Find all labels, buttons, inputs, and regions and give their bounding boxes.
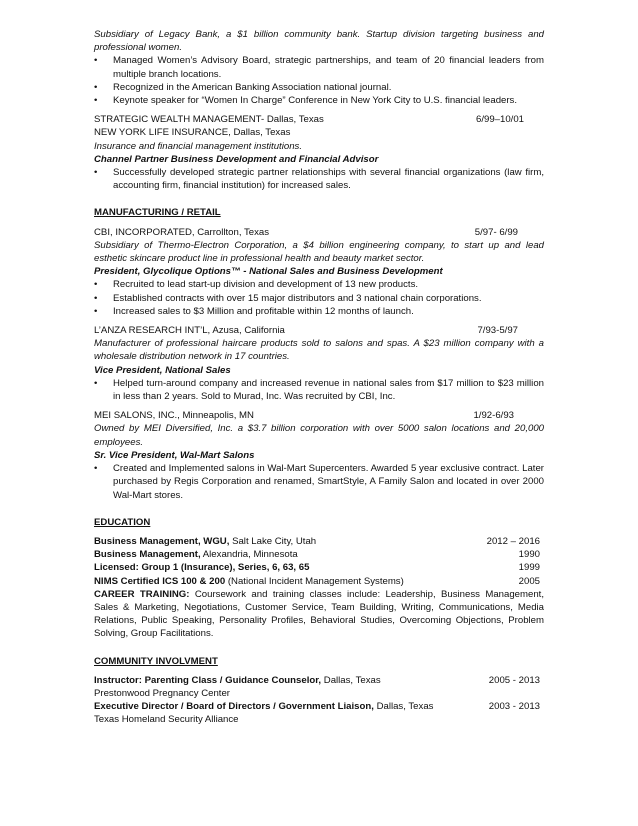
job-header [94,226,544,239]
bullet-item: • Established contracts with over 15 major distributors and 3 national chain corporations. [94,292,544,305]
school-location: Salt Lake City, Utah [229,535,317,547]
job-description: Subsidiary of Legacy Bank, a $1 billion community bank. Startup division targeting business and professional women. [94,29,544,54]
education-item [94,561,544,574]
job-title: President, Glycolique Options™ - National Sales and Business Development [94,266,443,278]
bullet-item: • Keynote speaker for “Women In Charge” Conference in New York City to U.S. financial leaders. [94,94,544,107]
degree-name: Business Management, WGU, [94,535,230,547]
section-heading: MANUFACTURING / RETAIL [94,207,221,219]
degree-name: Business Management, [94,549,201,561]
bullet-item: • Recognized in the American Banking Association national journal. [94,81,544,94]
community-role: Instructor: Parenting Class / Guidance Counselor, [94,674,322,686]
career-training-text: Coursework and training classes include: Leadership, Business Management, Sales & Marketing, Negotiations, Customer Service, Team Building, Writing, Communications, Media Relations, Public Speaking, Personality Profiles, Behavioral Studies, Overcoming Objections, Problem Solving, Group Facilitations. [94,588,544,640]
community-role: Executive Director / Board of Directors / Government Liaison, [94,701,374,713]
education-date: 1990 [518,549,540,561]
community-item [94,674,544,687]
job-header [94,324,544,337]
section-heading: EDUCATION [94,516,151,528]
job-description: Insurance and financial management institutions. [94,140,302,152]
license-name: Licensed: Group 1 (Insurance), Series, 6, 63, 65 [94,562,310,574]
education-item [94,575,544,588]
job-header [94,113,544,126]
job-title: Vice President, National Sales [94,364,231,376]
job-title: Sr. Vice President, Wal-Mart Salons [94,449,255,461]
job-dates: 5/97- 6/99 [474,226,518,238]
company-name: NEW YORK LIFE INSURANCE, Dallas, Texas [94,127,291,139]
career-training [94,588,544,641]
community-location: Dallas, Texas [373,701,434,713]
community-date: 2003 - 2013 [488,701,540,713]
community-item [94,700,544,713]
job-header [94,409,544,422]
community-org: Texas Homeland Security Alliance [94,714,239,726]
bullet-item: • Successfully developed strategic partner relationships with several financial organizations (law firm, accounting firm, financial institution) for increased sales. [94,166,544,192]
education-date: 2012 – 2016 [486,535,540,547]
job-dates: 6/99–10/01 [475,114,524,126]
job-title: Channel Partner Business Development and Financial Advisor [94,153,379,165]
bullet-item: • Recruited to lead start-up division and development of 13 new products. [94,278,544,291]
community-date: 2005 - 2013 [488,674,540,686]
job-dates: 7/93-5/97 [477,325,518,337]
section-heading: COMMUNITY INVOLVMENT [94,655,218,667]
career-training-label: CAREER TRAINING: [94,588,190,600]
community-location: Dallas, Texas [321,674,381,686]
company-name: L’ANZA RESEARCH INT’L, Azusa, California [94,325,285,337]
bullet-item: • Created and Implemented salons in Wal-Mart Supercenters. Awarded 5 year exclusive contract. Later purchased by Regis Corporation and renamed, SmartStyle, A Family Salon and located in over 2000 Wal-Mart stores. [94,462,544,502]
certification-name: NIMS Certified ICS 100 & 200 [94,575,226,587]
bullet-item: • Increased sales to $3 Million and profitable within 12 months of launch. [94,305,544,318]
certification-detail: (National Incident Management Systems) [225,575,404,587]
education-date: 2005 [518,575,540,587]
job-description: Owned by MEI Diversified, Inc. a $3.7 billion corporation with over 5000 salon locations and 20,000 employees. [94,423,544,448]
education-item [94,548,544,561]
education-item [94,535,544,548]
education-date: 1999 [518,562,540,574]
bullet-item: • Managed Women’s Advisory Board, strategic partnerships, and team of 20 financial leaders from multiple branch locations. [94,54,544,80]
community-org: Prestonwood Pregnancy Center [94,687,230,699]
school-location: Alexandria, Minnesota [200,549,298,561]
company-name: CBI, INCORPORATED, Carrollton, Texas [94,226,270,238]
job-description: Manufacturer of professional haircare products sold to salons and spas. A $23 million company with a wholesale distribution network in 17 countries. [94,338,544,363]
company-name: MEI SALONS, INC., Minneapolis, MN [94,410,254,422]
company-name: STRATEGIC WEALTH MANAGEMENT- Dallas, Texas [94,114,324,126]
bullet-item: • Helped turn-around company and increased revenue in national sales from $17 million to $23 million in less than 2 years. Sold to Murad, Inc. Was recruited by CBI, Inc. [94,377,544,403]
job-dates: 1/92-6/93 [473,410,514,422]
job-description: Subsidiary of Thermo-Electron Corporation, a $4 billion engineering company, to start up and lead esthetic skincare product line in professional health and beauty market sector. [94,239,544,265]
